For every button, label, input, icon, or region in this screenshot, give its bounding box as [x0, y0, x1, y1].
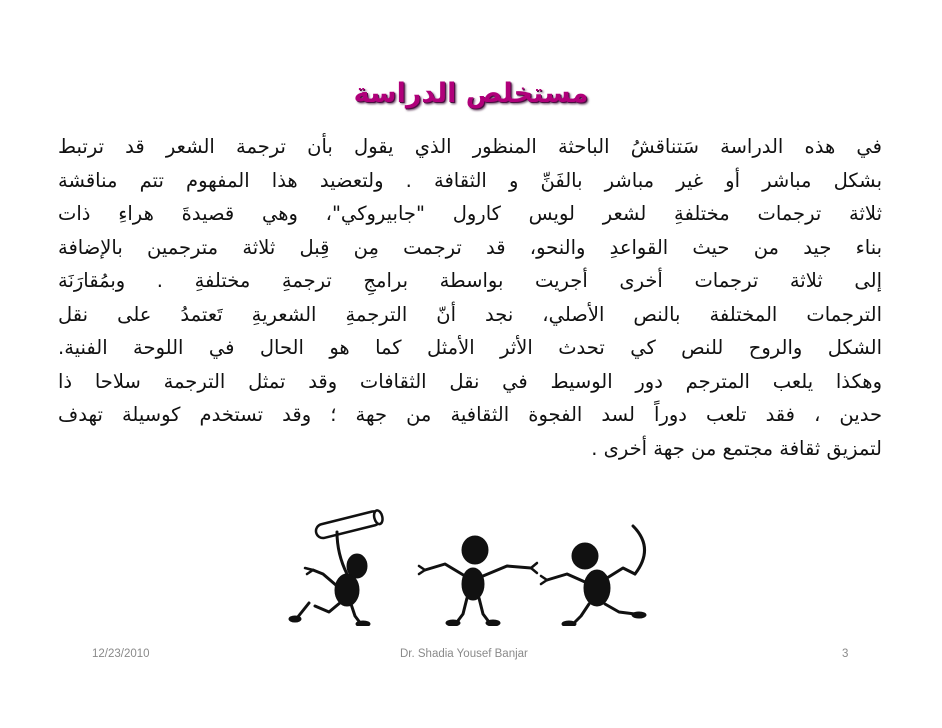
- paragraph-line: الترجمات المختلفة بالنص الأصلي، نجد أنّ الترجمةِ الشعريةِ تَعتمدُ على نقل: [58, 302, 882, 326]
- footer-author: Dr. Shadia Yousef Banjar: [400, 648, 528, 660]
- stick-figures-clipart: [285, 508, 695, 626]
- paragraph-line: بناء جيد من حيث القواعدِ والنحو، قد ترجمت مِن قِبل ثلاثة مترجمين بالإضافة: [58, 235, 882, 259]
- footer-page-number: 3: [842, 648, 849, 660]
- slide-title: مستخلص الدراسة: [353, 78, 589, 109]
- paragraph-line: بشكل مباشر أو غير مباشر بالفَنِّ و الثقافة . ولتعضيد هذا المفهوم تتم مناقشة: [58, 168, 882, 192]
- figure-with-scroll: [289, 509, 384, 626]
- paragraph-line: ثلاثة ترجمات مختلفةِ لشعر لويس كارول "جابيروكي"، وهي قصيدةَ هراءِ ذات: [58, 202, 882, 225]
- paragraph-line: لتمزيق ثقافة مجتمع من جهة أخرى .: [591, 436, 882, 460]
- paragraph-line: إلى ثلاثة ترجمات أخرى أجريت بواسطة برامجِ ترجمةِ مختلفةِ . وبمُقارَنَة: [58, 269, 882, 292]
- footer-date: 12/23/2010: [92, 648, 150, 660]
- abstract-paragraph: [58, 130, 882, 465]
- figure-with-sword: [541, 526, 646, 626]
- paragraph-line: الشكل والروح للنص كي تحدث الأثر الأمثل كما هو الحال في اللوحة الفنية.: [58, 336, 882, 359]
- paragraph-line: وهكذا يلعب المترجم دور الوسيط في نقل الثقافات وقد تمثل الترجمة سلاحا ذا: [58, 369, 882, 393]
- figure-arguing: [419, 536, 537, 626]
- paragraph-line: حدين ، فقد تلعب دوراً لسد الفجوة الثقافية من جهة ؛ وقد تستخدم كوسيلة تهدف: [58, 403, 882, 426]
- paragraph-line: في هذه الدراسة سَتناقشُ الباحثة المنظور الذي يقول بأن ترجمة الشعر قد ترتبط: [58, 135, 882, 158]
